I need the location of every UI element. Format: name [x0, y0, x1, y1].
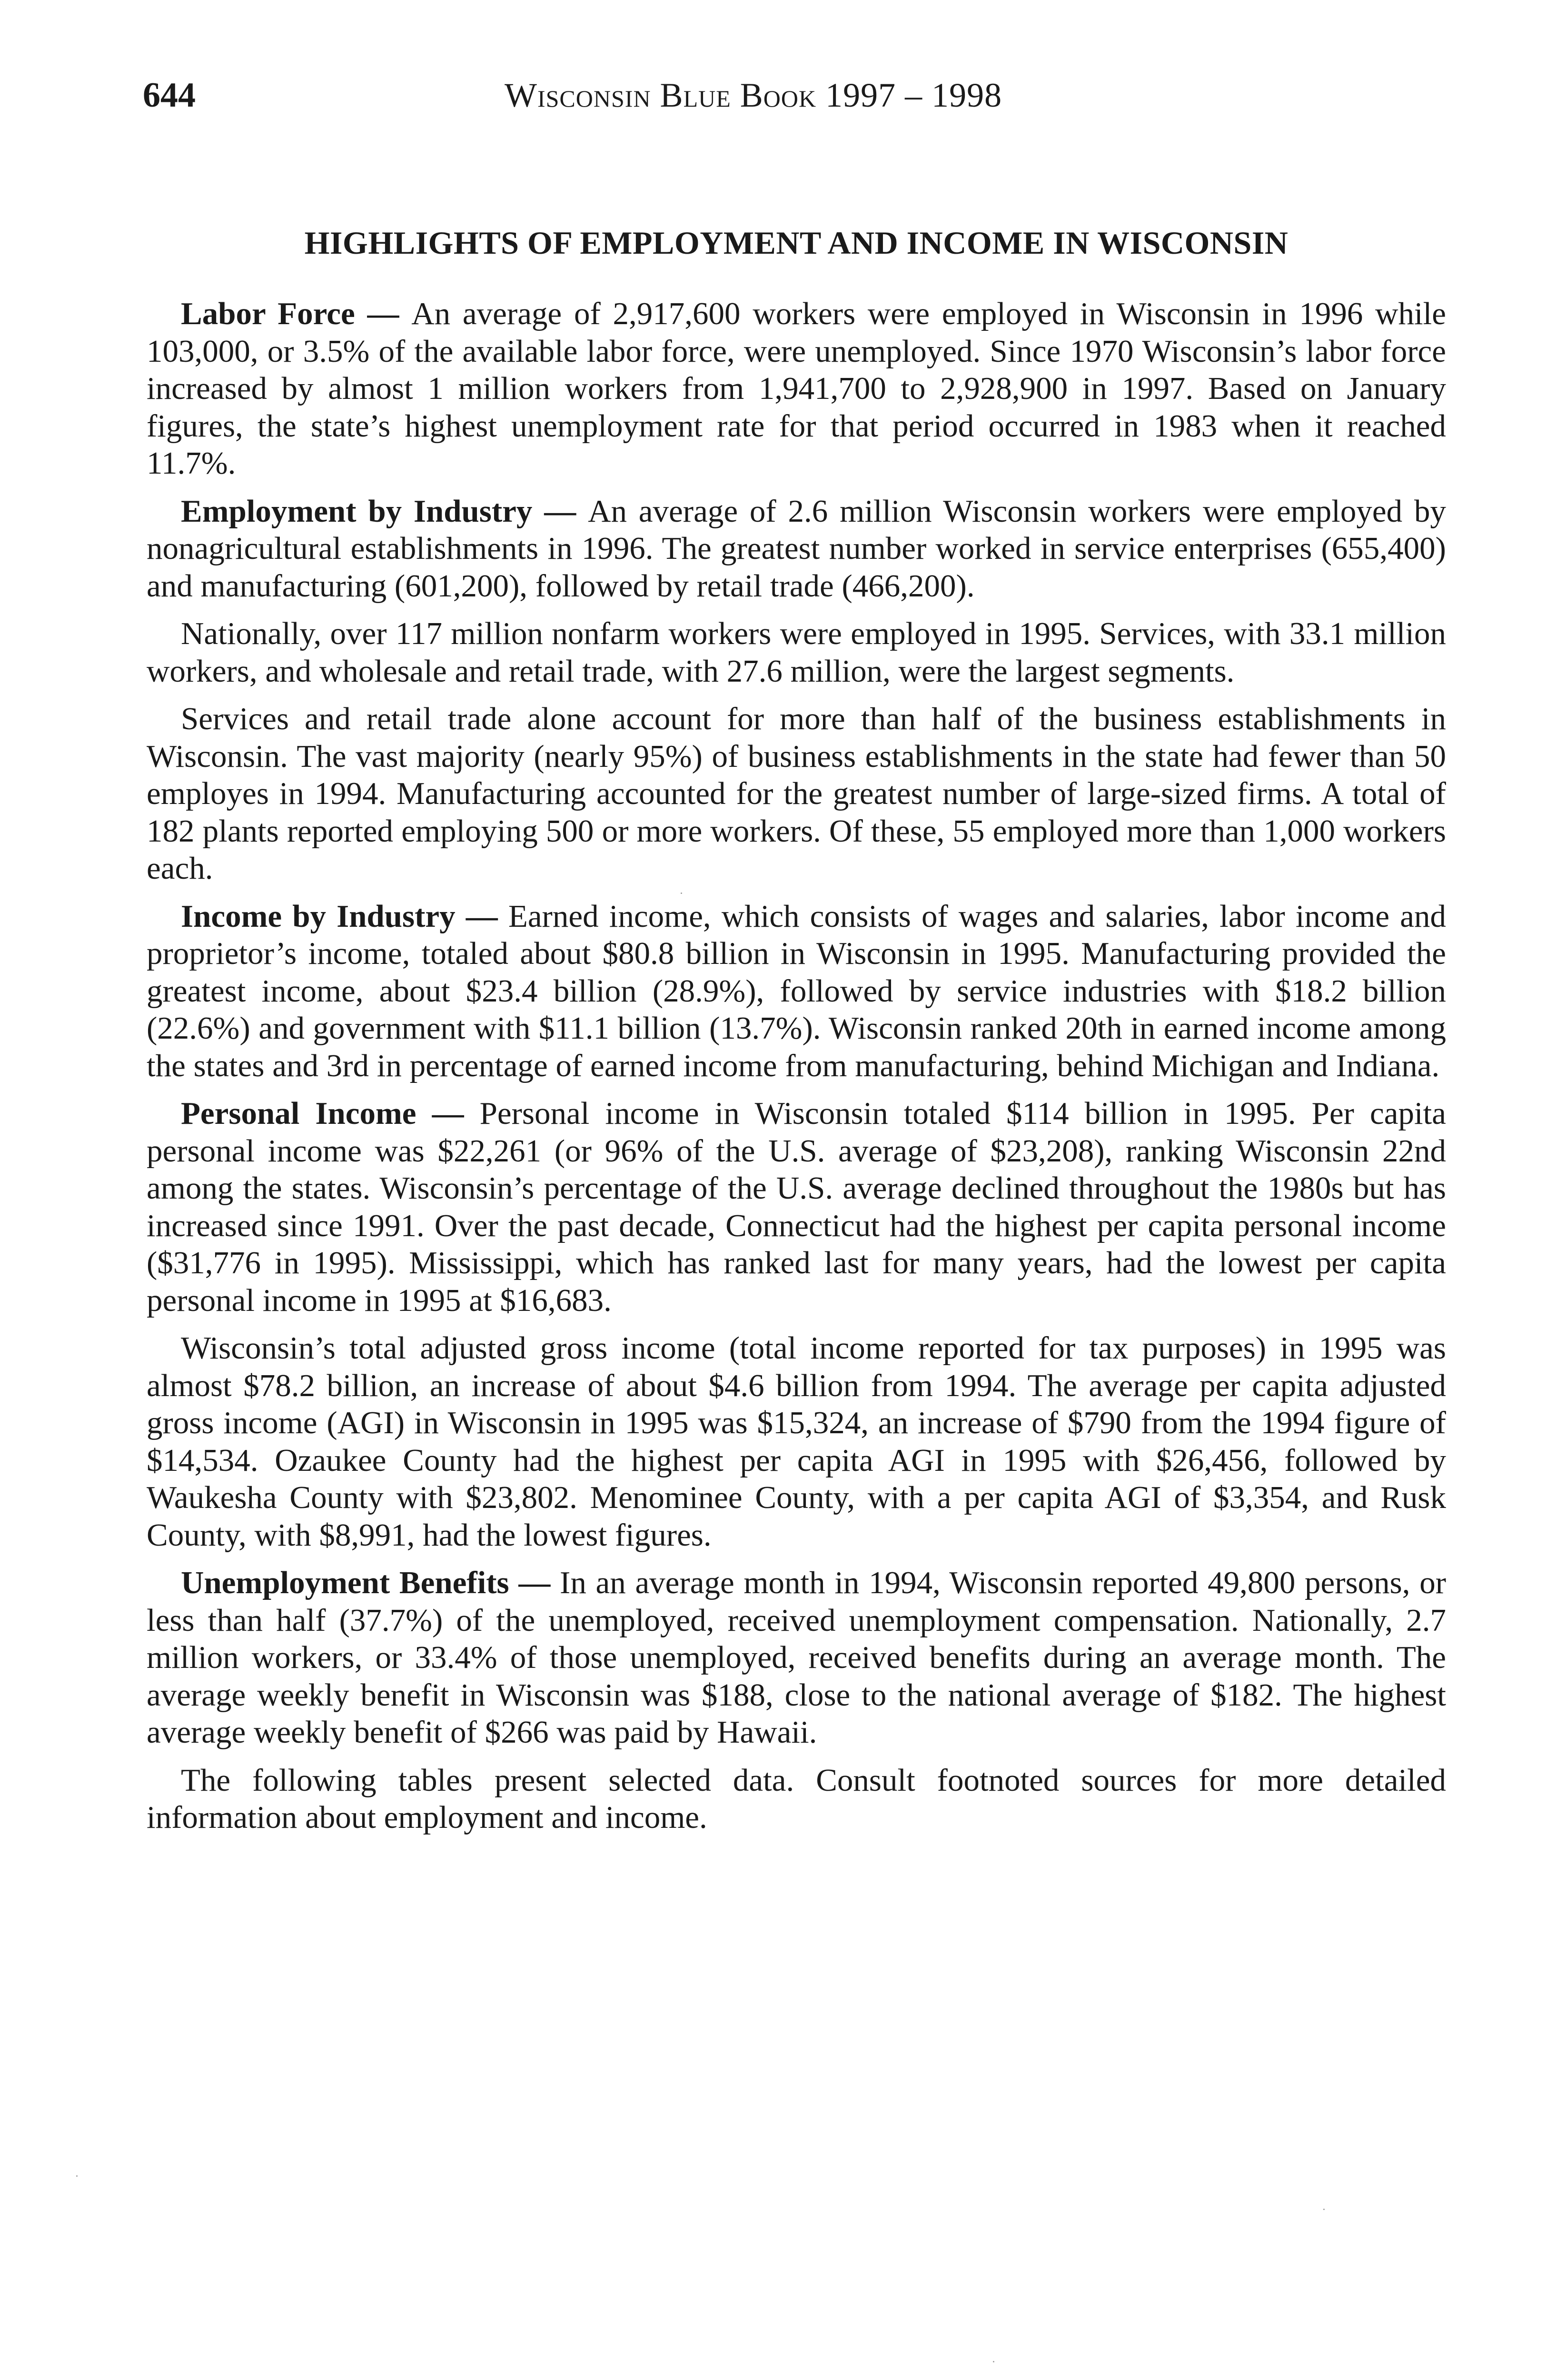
running-header	[143, 76, 1437, 114]
paragraph-labor-force	[147, 295, 1446, 482]
running-title: Wisconsin Blue Book 1997 – 1998	[505, 76, 1002, 114]
scan-speck	[76, 2175, 78, 2177]
paragraph-text: Personal income in Wisconsin totaled $114 billion in 1995. Per capita personal income was $22,261 (or 96% of the U.S. average of $23,208), ranking Wisconsin 22nd among the states. Wisconsin’s percentage of the U.S. average declined throughout the 1980s but has increased since 1991. Over the past decade, Connecticut had the highest per capita personal income ($31,776 in 1995). Mississippi, which has ranked last for many years, had the lowest per capita personal income in 1995 at $16,683.	[147, 1096, 1446, 1318]
paragraph-income-by-industry	[147, 898, 1446, 1085]
paragraph-business-establishments	[147, 700, 1446, 887]
article-body	[147, 224, 1446, 1847]
paragraph-personal-income	[147, 1095, 1446, 1319]
section-heading: HIGHLIGHTS OF EMPLOYMENT AND INCOME IN WISCONSIN	[304, 225, 1288, 261]
paragraph-text: An average of 2.6 million Wisconsin workers were employed by nonagricultural establishments in 1996. The greatest number worked in service enterprises (655,400) and manufacturing (601,200), followed by retail trade (466,200).	[147, 493, 1446, 604]
scan-speck	[681, 892, 682, 894]
paragraph-unemployment-benefits	[147, 1564, 1446, 1751]
paragraph-lead: Labor Force —	[181, 296, 412, 331]
paragraph-employment-by-industry	[147, 493, 1446, 605]
paragraph-text: An average of 2,917,600 workers were employed in Wisconsin in 1996 while 103,000, or 3.5% of the available labor force, were unemployed. Since 1970 Wisconsin’s labor force increased by almost 1 million workers from 1,941,700 to 2,928,900 in 1997. Based on January figures, the state’s highest unemployment rate for that period occurred in 1983 when it reached 11.7%.	[147, 296, 1446, 481]
paragraph-adjusted-gross-income	[147, 1329, 1446, 1554]
scan-speck	[1323, 2209, 1325, 2210]
paragraph-text: The following tables present selected data. Consult footnoted sources for more detailed information about employment and income.	[147, 1762, 1446, 1835]
paragraph-text: Wisconsin’s total adjusted gross income (total income reported for tax purposes) in 1995 was almost $78.2 billion, an increase of about $4.6 billion from 1994. The average per capita adjusted gross income (AGI) in Wisconsin in 1995 was $15,324, an increase of $790 from the 1994 figure of $14,534. Ozaukee County had the highest per capita AGI in 1995 with $26,456, followed by Waukesha County with $23,802. Menominee County, with a per capita AGI of $3,354, and Rusk County, with $8,991, had the lowest figures.	[147, 1330, 1446, 1553]
paragraph-lead: Employment by Industry —	[181, 493, 588, 529]
scan-speck	[993, 2361, 994, 2362]
paragraph-text: Earned income, which consists of wages and salaries, labor income and proprietor’s income, totaled about $80.8 billion in Wisconsin in 1995. Manufacturing provided the greatest income, about $23.4 billion (28.9%), followed by service industries with $18.2 billion (22.6%) and government with $11.1 billion (13.7%). Wisconsin ranked 20th in earned income among the states and 3rd in percentage of earned income from manufacturing, behind Michigan and Indiana.	[147, 898, 1447, 1083]
paragraph-closing-note	[147, 1762, 1446, 1836]
paragraph-text: Services and retail trade alone account for more than half of the business establishments in Wisconsin. The vast majority (nearly 95%) of business establishments in the state had fewer than 50 employes in 1994. Manufacturing accounted for the greatest number of large-sized firms. A total of 182 plants reported employing 500 or more workers. Of these, 55 employed more than 1,000 workers each.	[147, 701, 1446, 886]
paragraph-lead: Income by Industry —	[181, 898, 508, 934]
paragraph-lead: Personal Income —	[181, 1096, 480, 1131]
page-number: 644	[143, 76, 196, 115]
paragraph-text: In an average month in 1994, Wisconsin reported 49,800 persons, or less than half (37.7%) of the unemployed, received unemployment compensation. Nationally, 2.7 million workers, or 33.4% of those unemployed, received benefits during an average month. The average weekly benefit in Wisconsin was $188, close to the national average of $182. The highest average weekly benefit of $266 was paid by Hawaii.	[147, 1565, 1447, 1750]
paragraph-national-nonfarm	[147, 615, 1446, 690]
paragraph-text: Nationally, over 117 million nonfarm workers were employed in 1995. Services, with 33.1 million workers, and wholesale and retail trade, with 27.6 million, were the largest segments.	[147, 616, 1446, 689]
paragraph-lead: Unemployment Benefits —	[181, 1565, 560, 1600]
